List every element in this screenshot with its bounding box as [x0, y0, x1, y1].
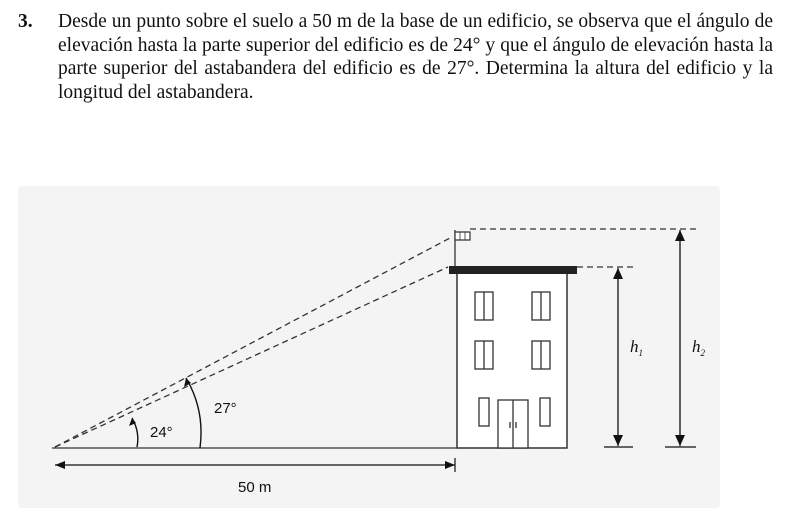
problem-number: 3. [18, 11, 33, 32]
angle-label-24: 24° [150, 424, 173, 441]
problem-text: Desde un punto sobre el suelo a 50 m de la base de un edificio, se observa que el ángulo de elevación hasta la parte superior del edificio es de 24° y que el ángulo de elevación hasta la parte superior del astabandera del edificio es de 27°. Determina la altura del edificio y la longitud del astabandera. [58, 11, 773, 103]
distance-label: 50 m [238, 479, 272, 496]
h1-arrow-top [613, 268, 623, 279]
h2-label: $h_2$ [692, 337, 705, 358]
h2-arrow-top [675, 230, 685, 241]
h1-arrow-bottom [613, 435, 623, 446]
building-door [498, 400, 528, 448]
distance-arrow-left [55, 461, 65, 469]
distance-arrow-right [445, 461, 455, 469]
building-roof [449, 266, 577, 274]
h2-arrow-bottom [675, 435, 685, 446]
angle-label-27: 27° [214, 400, 237, 417]
sight-line-building [55, 267, 448, 447]
h1-label: $h_1$ [630, 337, 643, 358]
angle-arc-27 [186, 378, 201, 448]
flag-icon [455, 232, 470, 240]
sight-line-flag [55, 238, 450, 447]
